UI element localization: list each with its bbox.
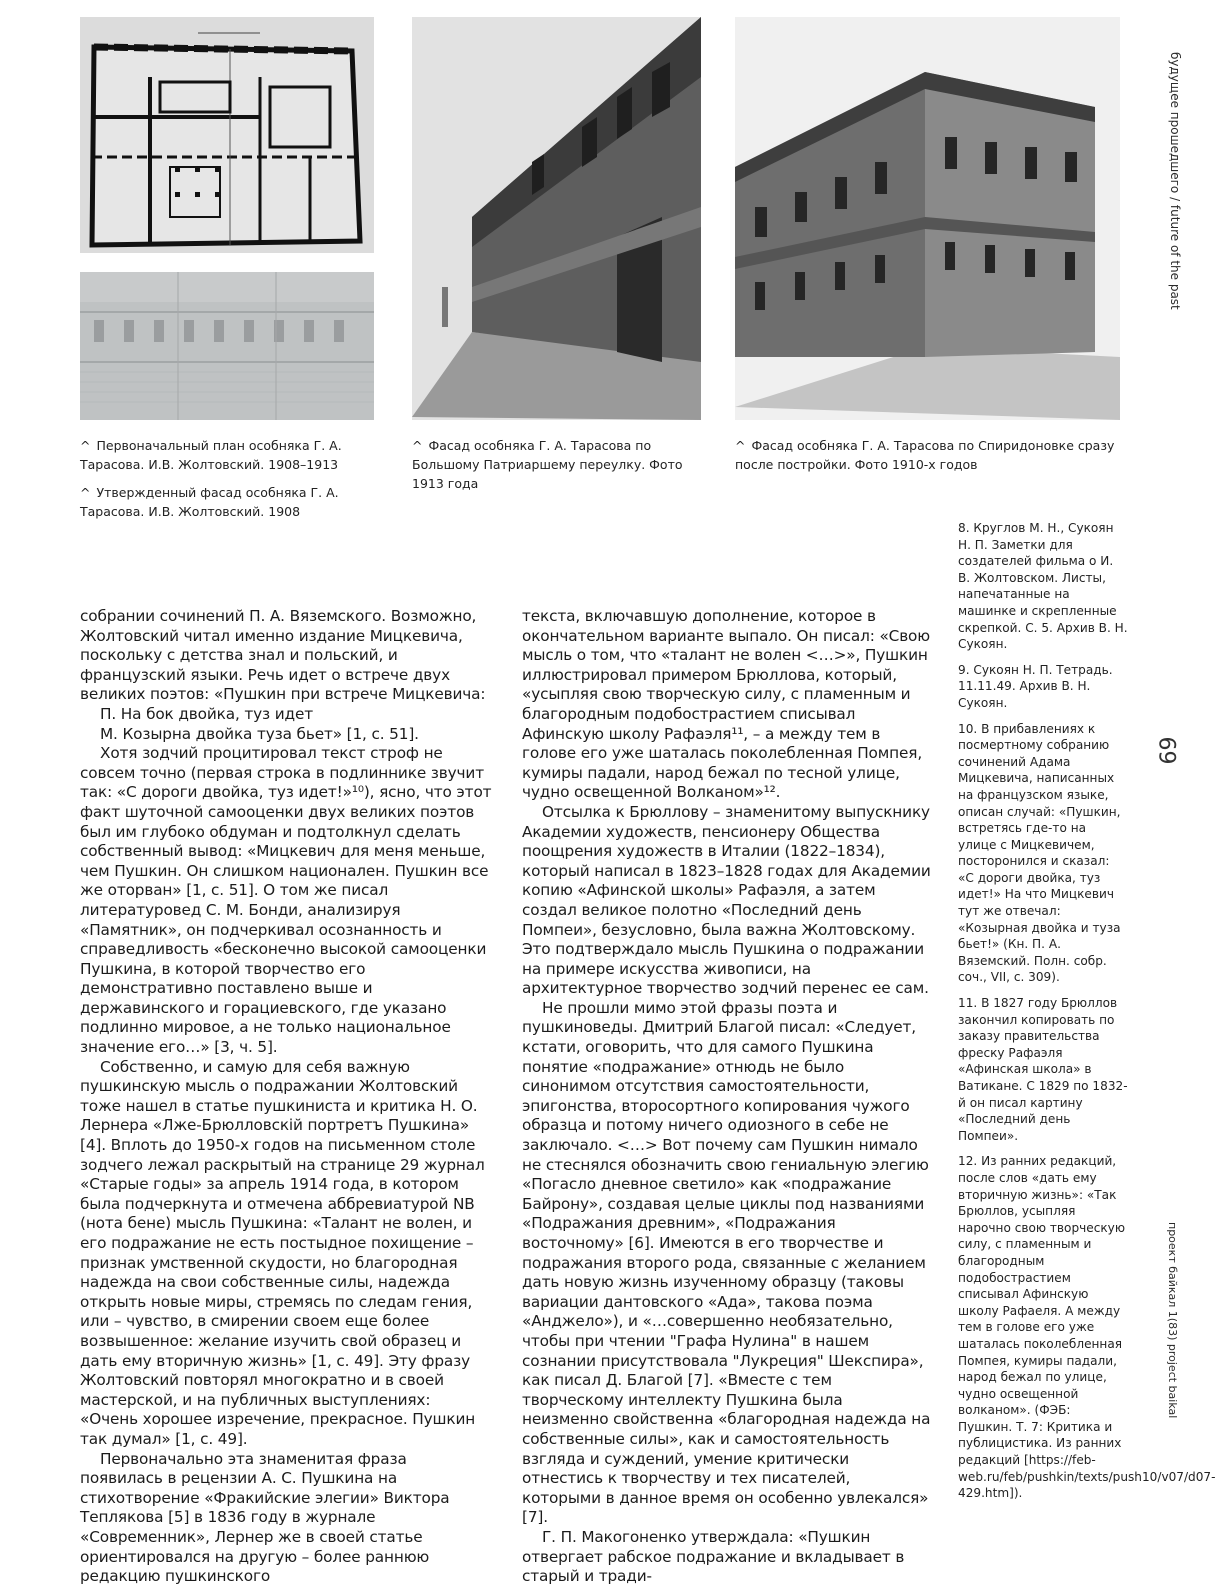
footnote: 11. В 1827 году Брюллов закончил копировать по заказу правительства фреску Рафаэля «Афинская школа» в Ватикане. С 1829 по 1832-й он писал картину «Последний день Помпеи». bbox=[958, 996, 1128, 1143]
text-column-1 bbox=[80, 607, 492, 1587]
caption-caret: ^ bbox=[80, 438, 91, 453]
caption-facade-drawing bbox=[80, 483, 380, 521]
footnote: 12. Из ранних редакций, после слов «дать ему вторичную жизнь»: «Так Брюллов, усыпляя нарочно свою творческую силу, с пламенным и благородным подобострастием списывал Афинскую школу Рафаеля. А между тем в голове его уже шаталась поколебленная Помпея, кумиры падали, народ бежал по улице, чудно освещенной волканом». (ФЭБ: Пушкин. Т. 7: Критика и публицистика. Из ранних редакций [https://feb-web.ru/feb/pushkin/texts/push10/v07/d07-429.htm]). bbox=[958, 1154, 1216, 1501]
paragraph: собрании сочинений П. А. Вяземского. Возможно, Жолтовский читал именно издание Мицкевича, поскольку с детства знал и польский, и французский языки. Речь идет о встрече двух великих поэтов: «Пушкин при встрече Мицкевича: bbox=[80, 607, 486, 704]
text-column-2 bbox=[522, 607, 932, 1587]
paragraph: текста, включавшую дополнение, которое в окончательном варианте выпало. Он писал: «Свою мысль о том, что «талант не волен <…>», Пушкин иллюстрировал примером Брюллова, который, «усыпляя свою творческую силу, с пламенным и благородным подобострастием списывал Афинскую школу Рафаэля¹¹, – а между тем в голове его уже шаталась поколебленная Помпея, кумиры падали, народ бежал по тесной улице, чудно освещенной Волканом»¹². bbox=[522, 607, 930, 802]
verse-line: П. На бок двойка, туз идет bbox=[100, 704, 313, 723]
facade-patriarch-photo bbox=[412, 17, 701, 420]
paragraph: Г. П. Макогоненко утверждала: «Пушкин отвергает рабское подражание и вкладывает в старый и тради- bbox=[522, 1527, 905, 1586]
page-number: 69 bbox=[1153, 736, 1179, 765]
caption-facade-spiridonovka bbox=[735, 436, 1115, 474]
paragraph: Отсылка к Брюллову – знаменитому выпускнику Академии художеств, пенсионеру Общества поощрения художеств в Италии (1822–1834), который написал в 1823–1828 годах для Академии копию «Афинской школы» Рафаэля, а затем создал великое полотно «Последний день Помпеи», безусловно, была важна Жолтовскому. Это подтверждало мысль Пушкина о подражании на примере искусства живописи, на архитектурное творчество зодчий перенес ее сам. bbox=[522, 802, 931, 998]
facade-spiridonovka-photo bbox=[735, 17, 1120, 420]
caption-facade-spiridonovka-text: Фасад особняка Г. А. Тарасова по Спиридоновке сразу после постройки. Фото 1910-х годов bbox=[735, 438, 1115, 472]
footnote: 10. В прибавлениях к посмертному собранию сочинений Адама Мицкевича, написанных на французском языке, описан случай: «Пушкин, встретясь где-то на улице с Мицкевичем, посторонился и сказал: «С дороги двойка, туз идет!» На что Мицкевич тут же отвечал: «Козырная двойка и туза бьет!» (Кн. П. А. Вяземский. Полн. собр. соч., VII, с. 309). bbox=[958, 721, 1121, 985]
floor-plan-image bbox=[80, 17, 374, 253]
caption-facade-patriarch-text: Фасад особняка Г. А. Тарасова по Большому Патриаршему переулку. Фото 1913 года bbox=[412, 438, 683, 491]
caption-facade-patriarch bbox=[412, 436, 712, 493]
footnote: 8. Круглов М. Н., Сукоян Н. П. Заметки для создателей фильма о И. В. Жолтовском. Листы, напечатанные на машинке и скрепленные скрепкой. С. 5. Архив В. Н. Сукоян. bbox=[958, 521, 1128, 652]
journal-label: проект байкал 1(83) project baikal bbox=[1166, 1222, 1179, 1419]
paragraph: Первоначально эта знаменитая фраза появилась в рецензии А. С. Пушкина на стихотворение «Фракийские элегии» Виктора Теплякова [5] в 1836 году в журнале «Современник», Лернер же в своей статье ориентировался на другую – более раннюю редакцию пушкинского bbox=[80, 1449, 450, 1586]
paragraph: Хотя зодчий процитировал текст строф не совсем точно (первая строка в подлиннике звучит так: «С дороги двойка, туз идет!»¹⁰), ясно, что этот факт шуточной самооценки двух великих поэтов был им глубоко обдуман и подтолкнул сделать собственный вывод: «Мицкевич для меня меньше, чем Пушкин. Он слишком национален. Пушкин все же оторван» [1, с. 51]. О том же писал литературовед С. М. Бонди, анализируя «Памятник», он подчеркивал осознанность и справедливость «бесконечно высокой самооценки Пушкина, в которой творчество его демонстративно поставлено выше и державинского и горациевского, где указано подлинно мировое, а не только национальное значение его…» [3, ч. 5]. bbox=[80, 744, 492, 1057]
facade-drawing-image bbox=[80, 272, 374, 420]
section-label: будущее прошедшего / future of the past bbox=[1168, 52, 1182, 310]
verse-line: М. Козырна двойка туза бьет» [1, с. 51]. bbox=[100, 724, 419, 743]
paragraph: Собственно, и самую для себя важную пушкинскую мысль о подражании Жолтовский тоже нашел в статье пушкиниста и критика Н. О. Лернера «Лже-Брюлловскій портретъ Пушкина» [4]. Вплоть до 1950-х годов на письменном столе зодчего лежал раскрытый на странице 29 журнал «Старые годы» за апрель 1914 года, в котором была подчеркнута и отмечена аббревиатурой NB (нота бене) мысль Пушкина: «Талант не волен, и его подражание не есть постыдное похищение – признак умственной скудости, но благородная надежда на свои собственные силы, надежда открыть новые миры, стремясь по следам гения, или – чувство, в смирении своем еще более возвышенное: желание изучить свой образец и дать ему вторичную жизнь» [1, с. 49]. Эту фразу Жолтовский повторял многократно и в своей мастерской, и на публичных выступлениях: «Очень хорошее изречение, прекрасное. Пушкин так думал» [1, с. 49]. bbox=[80, 1057, 485, 1448]
caption-plan-text: Первоначальный план особняка Г. А. Тарасова. И.В. Жолтовский. 1908–1913 bbox=[80, 438, 342, 472]
caption-facade-drawing-text: Утвержденный фасад особняка Г. А. Тарасова. И.В. Жолтовский. 1908 bbox=[80, 485, 339, 519]
caption-plan bbox=[80, 436, 380, 474]
footnote: 9. Сукоян Н. П. Тетрадь. 11.11.49. Архив В. Н. Сукоян. bbox=[958, 662, 1113, 710]
caption-caret: ^ bbox=[412, 438, 423, 453]
caption-caret: ^ bbox=[735, 438, 746, 453]
paragraph: Не прошли мимо этой фразы поэта и пушкиноведы. Дмитрий Благой писал: «Следует, кстати, оговорить, что для самого Пушкина понятие «подражание» отнюдь не было синонимом отсутствия самостоятельности, эпигонства, второсортного копирования чужого образца и потому ничего одиозного в себе не заключало. <…> Вот почему сам Пушкин нимало не стеснялся обозначить свою гениальную элегию «Погасло дневное светило» как «подражание Байрону», создавая целые циклы под названиями «Подражания древним», «Подражания восточному» [6]. Имеются в его творчестве и подражания второго рода, связанные с желанием дать новую жизнь изученному образцу (таковы вариации дантовского «Ада», такова поэма «Анджело»), и «…совершенно необязательно, чтобы при чтении "Графа Нулина" в нашем сознании присутствовала "Лукреция" Шекспира», как писал Д. Благой [7]. «Вместе с тем творческому интеллекту Пушкина была неизменно свойственна «благородная надежда на собственные силы», как и самостоятельность взгляда и суждений, умение критически отнестись к творчеству и тех писателей, которыми в данное время он особенно увлекался» [7]. bbox=[522, 998, 931, 1527]
caption-caret: ^ bbox=[80, 485, 91, 500]
